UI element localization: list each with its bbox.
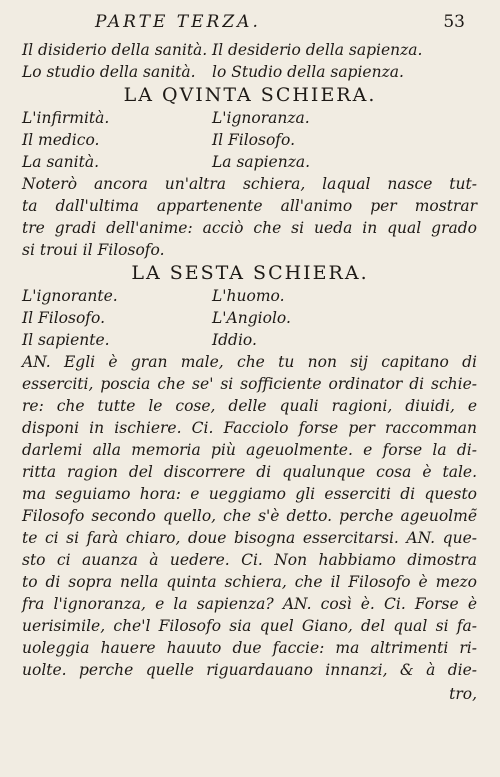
- catchword: tro,: [449, 685, 477, 703]
- section-heading: LA SESTA SCHIERA.: [131, 262, 369, 284]
- text-line: AN. Egli è gran male, che tu non sij capitano di: [22, 353, 477, 371]
- text-line: Noterò ancora un'altra schiera, laqual nasce tut-: [22, 175, 477, 193]
- section-heading: LA QVINTA SCHIERA.: [123, 84, 377, 106]
- text-line: uoleggia hauere hauuto due faccie: ma altrimenti ri-: [22, 639, 477, 657]
- text-line: te ci si farà chiaro, doue bisogna essercitarsi. AN. que-: [22, 529, 477, 547]
- book-page: PARTE TERZA. 53 Il disiderio della sanità. Il desiderio della sapienza. Lo studio della sanità. lo Studio della sapienza. LA QVINTA SCHIERA. L'infirmità. L'ignoranza. Il medico. Il Filosofo. La sanità. La sapienza. Noterò ancora un'altra schiera, laqual nasce tut- ta dall'ultima appartenente all'animo per mostrar tre gradi dell'anime: acciò che si ueda in qual grado si troui il Filosofo. LA SESTA SCHIERA. L'ignorante. L'huomo. Il Filosofo. L'Angiolo. Il sapiente. Iddio. AN. Egli è gran male, che tu non sij capitano di esserciti, poscia che se' si sofficiente ordinator di schie- re: che tutte le cose, delle quali ragioni, diuidi, e disponi in ischiere. Ci. Facciolo forse per raccomman darlemi alla memoria più ageuolmente. e forse la di- ritta ragion del discorrere di qualunque cosa è tale. ma seguiamo hora: e ueggiamo gli esserciti di questo Filosofo secondo quello, che s'è detto. perche ageuolmẽ te ci si farà chiaro, doue bisogna essercitarsi. AN. que- sto ci auanza à uedere. Ci. Non habbiamo dimostra to di sopra nella quinta schiera, che il Filosofo è mezo fra l'ignoranza, e la sapienza? AN. così è. Ci. Forse è uerisimile, che'l Filosofo sia quel Giano, del qual si fa- uoleggia hauere hauuto due faccie: ma altrimenti ri- uolte. perche quelle riguardauano innanzi, & à die- tro,: [0, 0, 500, 777]
- text-line: ritta ragion del discorrere di qualunque cosa è tale.: [22, 463, 477, 481]
- text-line: esserciti, poscia che se' si sofficiente ordinator di schie-: [22, 375, 477, 393]
- text-line: sto ci auanza à uedere. Ci. Non habbiamo dimostra: [22, 551, 477, 569]
- text-line: uolte. perche quelle riguardauano innanzi, & à die-: [22, 661, 477, 679]
- text-line: darlemi alla memoria più ageuolmente. e forse la di-: [22, 441, 477, 459]
- text-line: fra l'ignoranza, e la sapienza? AN. così è. Ci. Forse è: [22, 595, 477, 613]
- text-line: ta dall'ultima appartenente all'animo per mostrar: [22, 197, 477, 215]
- text-line: si troui il Filosofo.: [22, 241, 165, 259]
- page-header: [95, 12, 465, 32]
- running-title: PARTE TERZA.: [95, 12, 261, 32]
- text-line: Filosofo secondo quello, che s'è detto. perche ageuolmẽ: [22, 507, 477, 525]
- text-line: tre gradi dell'anime: acciò che si ueda in qual grado: [22, 219, 477, 237]
- text-line: uerisimile, che'l Filosofo sia quel Giano, del qual si fa-: [22, 617, 477, 635]
- text-line: ma seguiamo hora: e ueggiamo gli esserciti di questo: [22, 485, 477, 503]
- text-line: disponi in ischiere. Ci. Facciolo forse per raccomman: [22, 419, 477, 437]
- text-line: re: che tutte le cose, delle quali ragioni, diuidi, e: [22, 397, 477, 415]
- text-line: to di sopra nella quinta schiera, che il Filosofo è mezo: [22, 573, 477, 591]
- page-number: 53: [443, 12, 465, 32]
